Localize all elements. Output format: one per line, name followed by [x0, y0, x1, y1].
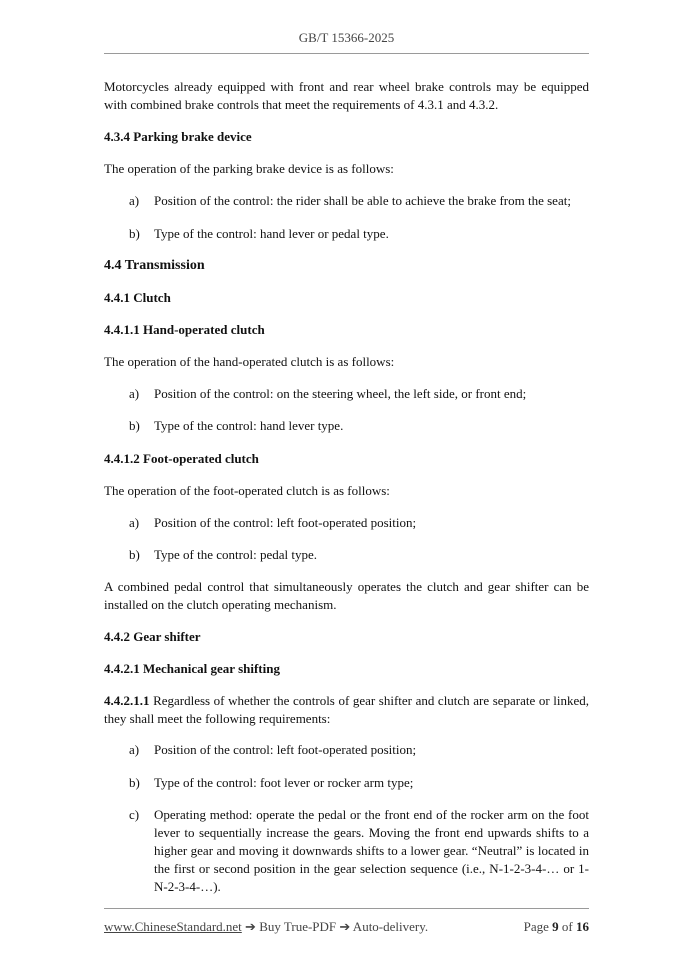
page-total: 16 — [576, 919, 589, 934]
of-label: of — [558, 919, 576, 934]
heading-4-4-1-2: 4.4.1.2 Foot-operated clutch — [104, 451, 259, 466]
list-marker: b) — [129, 775, 140, 790]
site-link[interactable]: www.ChineseStandard.net — [104, 919, 242, 934]
list-marker: b) — [129, 226, 140, 241]
clause-number: 4.4.2.1.1 — [104, 693, 150, 708]
list-marker: a) — [129, 515, 140, 530]
list-marker: a) — [129, 386, 140, 401]
list-item-text: Type of the control: hand lever or pedal type. — [154, 226, 389, 241]
paragraph-parking-brake: The operation of the parking brake device is as follows: — [104, 161, 394, 176]
list-marker: b) — [129, 547, 140, 562]
list-item-text: Operating method: operate the pedal or the front end of the rocker arm on the foot lever to sequentially increase the gears. Moving the front end upwards shifts to a higher gear and moving it downwards shifts to a lower gear. “Neutral” is located in the first or second position in the gear selection sequence (i.e., N-1-2-3-4-… or 1-N-2-3-4-…). — [154, 807, 589, 894]
list-marker: a) — [129, 193, 140, 208]
heading-4-3-4: 4.3.4 Parking brake device — [104, 129, 252, 144]
heading-4-4-1: 4.4.1 Clutch — [104, 290, 171, 305]
paragraph-combined-brake: Motorcycles already equipped with front and rear wheel brake controls may be equipped with combined brake controls that meet the requirements of 4.3.1 and 4.3.2. — [104, 79, 589, 112]
list-item-text: Type of the control: hand lever type. — [154, 418, 344, 433]
page-indicator — [524, 919, 589, 935]
list-marker: c) — [129, 807, 140, 822]
list-marker: b) — [129, 418, 140, 433]
footer-tagline: ➔ Buy True-PDF ➔ Auto-delivery. — [241, 919, 429, 934]
header-divider — [104, 53, 589, 54]
list-item-text: Position of the control: the rider shall be able to achieve the brake from the seat; — [154, 193, 571, 208]
list-item-text: Position of the control: left foot-operated position; — [154, 742, 417, 757]
list-marker: a) — [129, 742, 140, 757]
clause-text: Regardless of whether the controls of gear shifter and clutch are separate or linked, they shall meet the following requirements: — [104, 693, 589, 726]
heading-4-4: 4.4 Transmission — [104, 258, 205, 273]
paragraph-foot-clutch: The operation of the foot-operated clutch is as follows: — [104, 483, 390, 498]
paragraph-4-4-2-1-1 — [104, 692, 589, 728]
page-label: Page — [523, 919, 553, 934]
list-item-text: Type of the control: foot lever or rocker arm type; — [154, 775, 414, 790]
footer-promo — [104, 919, 428, 935]
paragraph-combined-pedal: A combined pedal control that simultaneously operates the clutch and gear shifter can be installed on the clutch operating mechanism. — [104, 579, 589, 612]
list-item-text: Position of the control: left foot-operated position; — [154, 515, 417, 530]
list-item-text: Position of the control: on the steering wheel, the left side, or front end; — [154, 386, 527, 401]
list-item-text: Type of the control: pedal type. — [154, 547, 317, 562]
paragraph-hand-clutch: The operation of the hand-operated clutch is as follows: — [104, 354, 395, 369]
heading-4-4-2-1: 4.4.2.1 Mechanical gear shifting — [104, 661, 280, 676]
page-number: 9 — [552, 919, 559, 934]
heading-4-4-1-1: 4.4.1.1 Hand-operated clutch — [104, 322, 265, 337]
footer-divider — [104, 908, 589, 909]
heading-4-4-2: 4.4.2 Gear shifter — [104, 629, 201, 644]
page-header-doc-id: GB/T 15366-2025 — [298, 30, 395, 45]
